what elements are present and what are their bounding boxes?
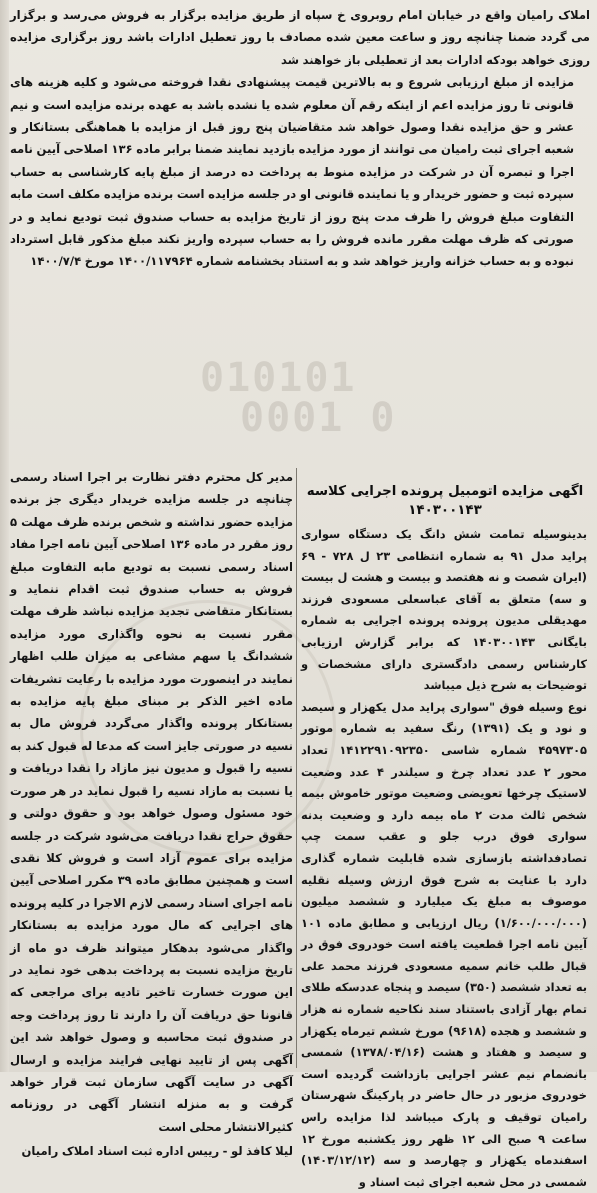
ad-title: اگهی مزایده اتومبیل پرونده اجرایی کلاسه ۱۴۰۳۰۰۱۴۳ <box>306 484 584 518</box>
notice-continuation-column <box>10 466 293 1159</box>
ad-paragraph-1: بدینوسیله تمامت شش دانگ یک دستگاه سواری پراید مدل ۹۱ به شماره انتظامی ۲۳ ل ۷۲۸ - ۶۹ (ایران شصت و نه هفتصد و بیست و هشت ل بیست و سه) متعلق به آقای عباسعلی مسعودی فرزند مهدیقلی مدیون پرونده پرونده اجرایی به شماره بایگانی ۱۴۰۳۰۰۱۴۳ که برابر گزارش ارزیابی کارشناس رسمی دادگستری دارای مشخصات و توضیحات به شرح ذیل میباشد <box>301 527 587 693</box>
page-edge <box>0 0 9 1072</box>
column-divider <box>296 468 297 1068</box>
car-auction-ad <box>299 474 591 1189</box>
ad-paragraph-2: نوع وسیله فوق "سواری پراید مدل یکهزار و سیصد و نود و یک (۱۳۹۱) رنگ سفید به شماره موتور ۴۵۹۷۳۰۵ شماره شاسی ۱۴۱۲۲۹۱۰۹۲۳۵۰ تعداد محور ۲ عدد تعداد چرخ و سیلندر ۴ عدد وضعیت لاستیک چرخها تعویضی وضعیت موتور خاموش بیمه شخص ثالث مدت ۲ ماه بیمه دارد و وضعیت بدنه سواری فوق درب جلو و عقب سمت چپ تصادفداشته بازسازی شده قابلیت شماره گذاری دارد با عنایت به شرح فوق ارزش وسیله نقلیه موصوف به مبلغ یک میلیارد و ششصد میلیون (۱/۶۰۰/۰۰۰/۰۰۰) ریال ارزیابی و مطابق ماده ۱۰۱ آیین نامه اجرا قطعیت یافته است خودروی فوق در قبال طلب خانم سمیه مسعودی فرزند محمد علی به تعداد ششصد (۳۵۰) سیصد و پنجاه عددسکه طلای تمام بهار آزادی باستناد سند نکاحیه شماره نه هزار و ششصد و هجده (۹۶۱۸) مورخ ششم تیرماه یکهزار و سیصد و هفتاد و هشت (۱۳۷۸/۰۴/۱۶) شمسی بانضمام نیم عشر اجرایی بازداشت گردیده است خودروی مزبور در حال حاضر در پارکینگ شهرستان رامیان توقیف و پارک میباشد لذا مزایده راس ساعت ۹ صبح الی ۱۲ ظهر روز یکشنبه مورخ ۱۲ اسفندماه یکهزار و چهارصد و سه (۱۴۰۳/۱۲/۱۲) شمسی در محل شعبه اجرای ثبت اسناد و <box>301 699 588 1189</box>
ad-body <box>299 524 591 1193</box>
notice-paragraph-1: املاک رامیان واقع در خیابان امام روبروی خ سپاه از طریق مزایده برگزار به فروش می‌رسد و برگزار می گردد ضمنا چنانچه روز و ساعت معین شده مصادف با روز تعطیل ادارات باشد روز برگزاری مزایده روزی خواهد بودکه ادارات بعد از تعطیلی باز خواهند شد <box>10 8 590 67</box>
previous-notice-column <box>10 4 590 466</box>
notice-continuation-text: مدیر کل محترم دفتر نظارت بر اجرا اسناد رسمی چنانچه در جلسه مزایده خریدار دیگری جز برنده مزایده حضور نداشته و شخص برنده ظرف مهلت ۵ روز مقرر در ماده ۱۳۶ اصلاحی آیین نامه اجرا مفاد اسناد رسمی نسبت به تودیع مابه التفاوت مبلغ فروش به حساب صندوق ثبت اقدام ننماید و بستانکار متقاضی تجدید مزایده نباشد ظرف مهلت مقرر نسبت به نحوه واگذاری مورد مزایده ششدانگ یا سهم مشاعی به میزان طلب اظهار نمایند در اینصورت مورد مزایده با رعایت تشریفات ماده اخیر الذکر بر مبنای مبلغ پایه مزایده به بستانکار پرونده واگذار می‌گردد فروش مال به نسیه در صورتی جایز است که مدعا له قبول کند به نسیه را قبول و مدیون نیز مازاد را نقدا دریافت و یا نسبت به مازاد نسیه را قبول نماید در هر صورت خود مسئول وصول خواهد بود و حقوق دولتی و حقوق حراج نقدا دریافت می‌شود شرکت در جلسه مزایده برای عموم آزاد است و فروش کلا نقدی است و همچنین مطابق ماده ۳۹ مکرر اصلاحی آیین نامه اجرای اسناد رسمی لازم الاجرا در کلیه پرونده های اجرایی که مال مورد مزایده به بستانکار واگذار می‌شود بدهکار میتواند ظرف دو ماه از تاریخ مزایده نسبت به پرداخت بدهی خود نماید در این صورت خسارت تاخیر تادیه برای مراجعی که قانونا حق دریافت آن را دارند تا روز پرداخت وجه در صندوق ثبت محاسبه و وصول خواهد شد این آگهی پس از تایید نهایی فرایند مزایده و ارسال آگهی در سایت آگهی سازمان ثبت قرار خواهد گرفت و به منزله انتشار آگهی در روزنامه کثیرالانتشار محلی است <box>10 470 293 1134</box>
notice-signature: لیلا کافذ لو - رییس اداره ثبت اسناد املاک رامیان <box>21 1144 293 1159</box>
notice-paragraph-2: مزایده از مبلغ ارزیابی شروع و به بالاترین قیمت پیشنهادی نقدا فروخته می‌شود و کلیه هزینه های قانونی تا روز مزایده اعم از اینکه رقم آن معلوم شده یا نشده باشد به عهده برنده مزایده است و نیم عشر و حق مزایده نقدا وصول خواهد شد متقاضیان پنج روز قبل از مزایده با هماهنگی بستانکار و شعبه اجرای ثبت رامیان می توانند از مورد مزایده بازدید نمایند ضمنا برابر ماده ۱۳۶ اصلاحی آیین نامه اجرا و تبصره آن در شرکت در مزایده منوط به پرداخت ده درصد از مبلغ پایه کارشناسی به حساب سپرده ثبت و حضور خریدار و یا نماینده قانونی او در جلسه مزایده است برنده مزایده مکلف است مابه التفاوت مبلغ فروش را ظرف مدت پنج روز از تاریخ مزایده به حساب صندوق ثبت تودیع نماید و در صورتی که ظرف مهلت مقرر مانده فروش را به حساب سپرده واریز نکند مبلغ مذکور قابل استرداد نبوده و به حساب خزانه واریز خواهد شد و به استناد بخشنامه شماره ۱۴۰۰/۱۱۷۹۶۴ مورخ ۱۴۰۰/۷/۴ <box>10 75 574 269</box>
watermark-line-2: 0001 0 <box>240 395 397 441</box>
watermark-line-1: 010101 <box>200 355 357 401</box>
